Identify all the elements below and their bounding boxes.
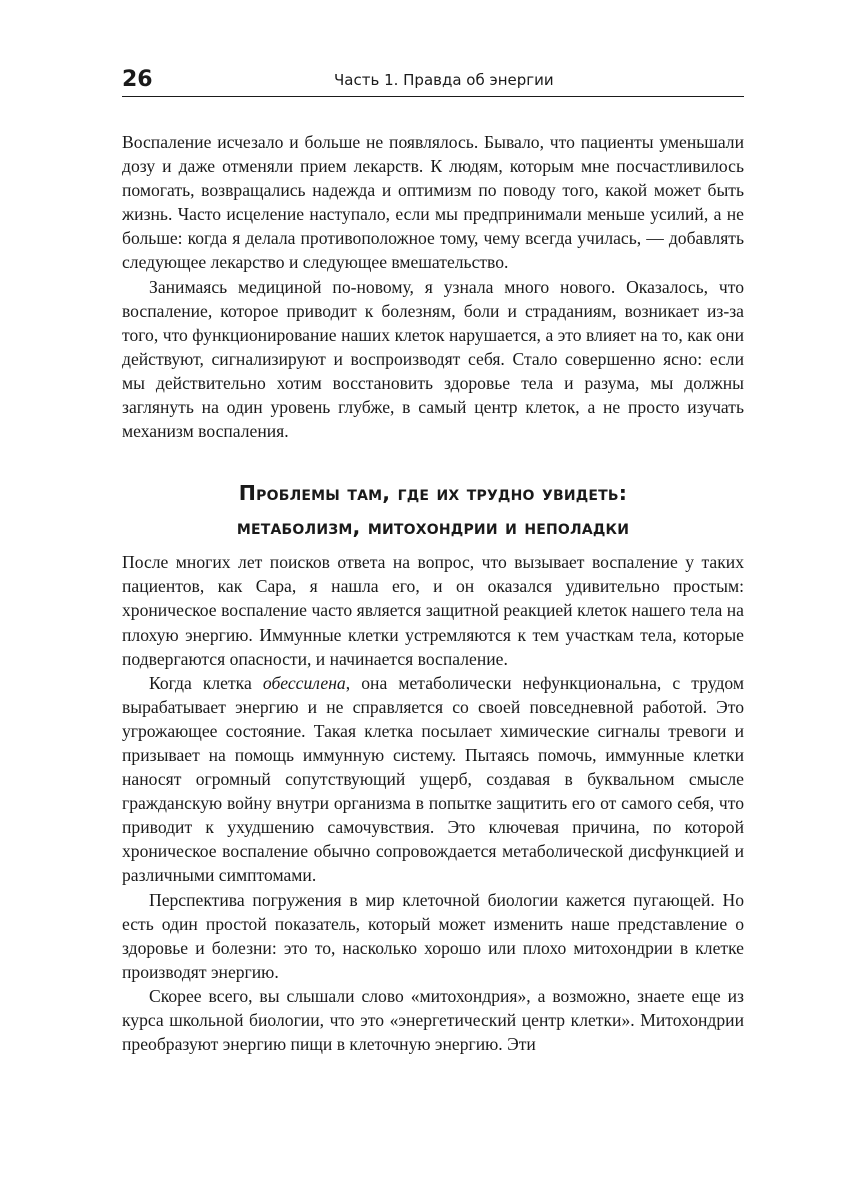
paragraph-6: Скорее всего, вы слышали слово «митохондрия», а возможно, знаете еще из курса школьной биологии, что это «энергетический центр клетки». Митохондрии преобразуют энергию пищи в клеточную энергию. Эти [122,985,744,1055]
paragraph-1: Воспаление исчезало и больше не появлялось. Бывало, что пациенты уменьшали дозу и даже отменяли прием лекарств. К людям, которым мне посчастливилось помогать, возвращались надежда и оптимизм по поводу того, какой может быть жизнь. Часто исцеление наступало, если мы предпринимали меньше усилий, а не больше: когда я делала противоположное тому, чему всегда училась, — добавлять следующее лекарство и следующее вмешательство. [122,132,744,273]
paragraph-5: Перспектива погружения в мир клеточной биологии кажется пугающей. Но есть один простой показатель, который может изменить наше представление о здоровье и болезни: это то, насколько хорошо или плохо митохондрии в клетке производят энергию. [122,889,744,982]
running-title: Часть 1. Правда об энергии [334,71,554,89]
paragraph-4-emphasis: обессилена [262,672,346,693]
paragraph-4-start: Когда клетка [149,672,263,693]
paragraph-4 [122,671,744,888]
section-heading [122,476,744,544]
paragraph-4-rest: , она метаболически нефункциональна, с трудом вырабатывает энергию и не справляется со своей повседневной работой. Это угрожающее состояние. Такая клетка посылает химические сигналы тревоги и призывает на помощь иммунную систему. Пытаясь помочь, иммунные клетки наносят огромный сопутствующий ущерб, создавая в буквальном смысле гражданскую войну внутри организма в попытке защитить его от самого себя, что приводит к ухудшению самочувствия. Это ключевая причина, по которой хроническое воспаление обычно сопровождается метаболической дисфункцией и различными симптомами. [122,672,744,886]
page-header [122,66,744,96]
paragraph-2: Занимаясь медициной по-новому, я узнала много нового. Оказалось, что воспаление, которое приводит к болезням, боли и страданиям, возникает из-за того, что функционирование наших клеток нарушается, а это влияет на то, как они действуют, сигнализируют и воспроизводят себя. Стало совершенно ясно: если мы действительно хотим восстановить здоровье тела и разума, мы должны заглянуть на один уровень глубже, в самый центр клеток, а не просто изучать механизм воспаления. [122,276,744,442]
header-divider [122,96,744,97]
section-heading-line-1: Проблемы там, где их трудно увидеть: [238,481,628,506]
section-heading-line-2: метаболизм, митохондрии и неполадки [236,515,630,540]
paragraph-3: После многих лет поисков ответа на вопрос, что вызывает воспаление у таких пациентов, как Сара, я нашла его, и он оказался удивительно простым: хроническое воспаление часто является защитной реакцией клеток нашего тела на плохую энергию. Иммунные клетки устремляются к тем участкам тела, которые подвергаются опасности, и начинается воспаление. [122,552,744,669]
page-number: 26 [122,67,153,92]
main-text [122,130,744,1056]
